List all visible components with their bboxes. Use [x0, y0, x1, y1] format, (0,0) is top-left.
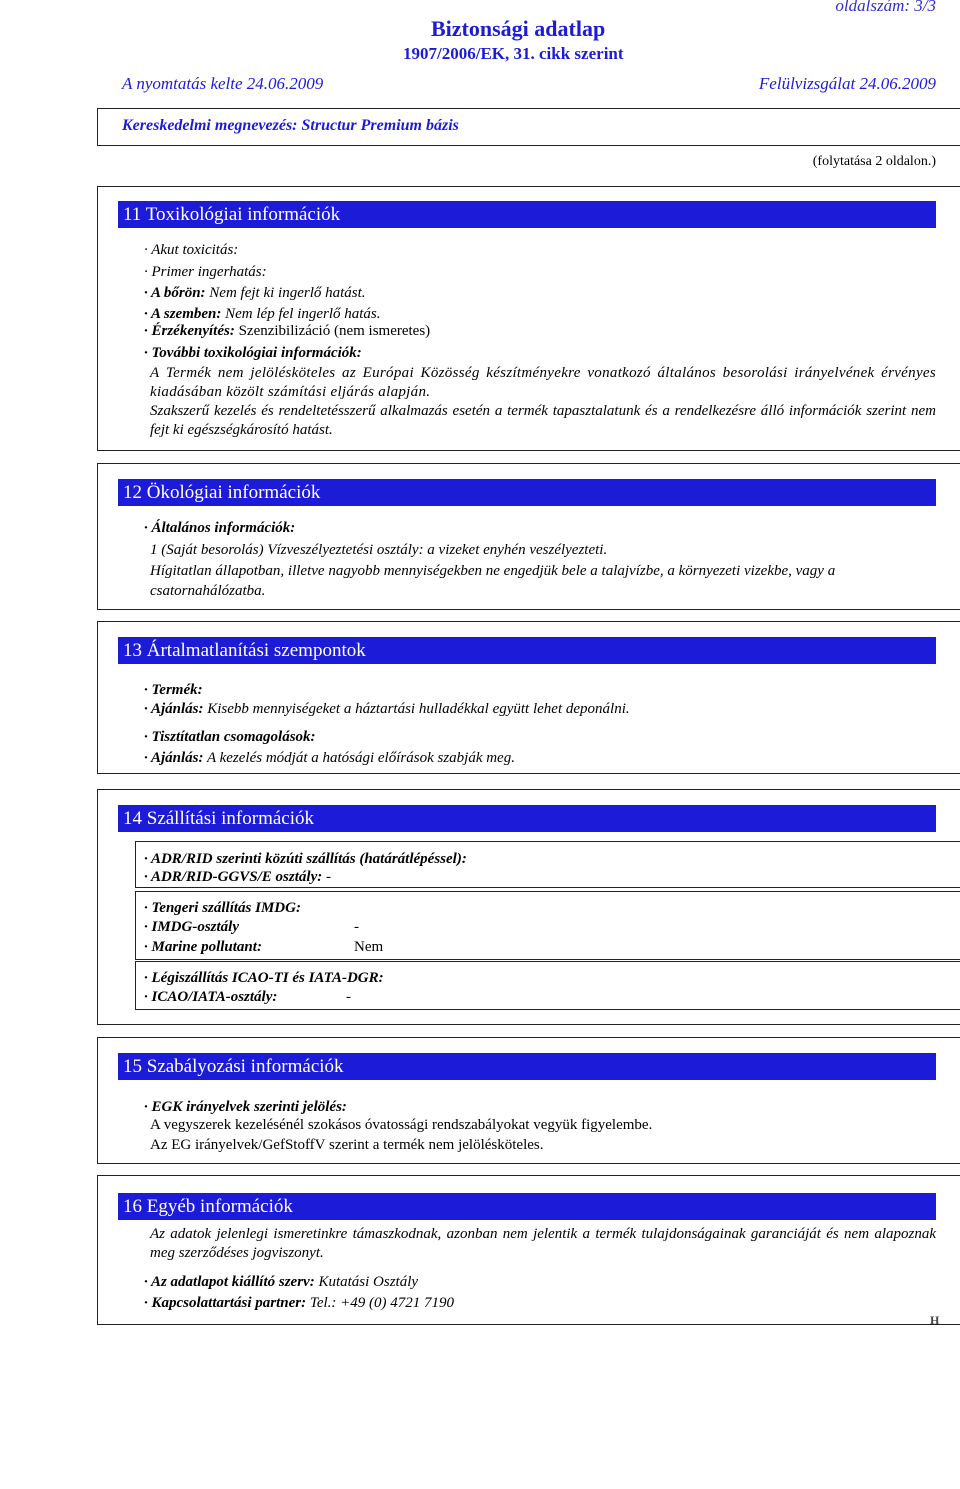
document-title: Biztonsági adatlap	[431, 16, 606, 41]
footer-mark: H	[930, 1313, 940, 1327]
eye-label: · A szemben:	[144, 306, 222, 322]
section-heading: 16 Egyéb információk	[118, 1193, 936, 1220]
section-heading: 11 Toxikológiai információk	[118, 201, 936, 228]
print-date: A nyomtatás kelte 24.06.2009	[122, 74, 324, 93]
marine-pollutant-label: · Marine pollutant:	[144, 939, 262, 955]
recommendation-label: · Ajánlás:	[144, 701, 204, 717]
issuer-label: · Az adatlapot kiállító szerv:	[144, 1274, 315, 1290]
adr-label: · ADR/RID szerinti közúti szállítás (határátlépéssel):	[144, 851, 467, 867]
eco-paragraph-1: 1 (Saját besorolás) Vízveszélyeztetési osztály: a vizeket enyhén veszélyezteti.	[150, 542, 608, 558]
skin-row	[144, 284, 366, 302]
sensitization-row	[144, 322, 430, 340]
egk-line-1: A vegyszerek kezelésénél szokásos óvatossági rendszabályokat vegyük figyelembe.	[150, 1117, 653, 1133]
contact-row	[144, 1294, 454, 1312]
contact-value: Tel.: +49 (0) 4721 7190	[306, 1295, 455, 1311]
page-number: oldalszám: 3/3	[835, 0, 936, 15]
contact-label: · Kapcsolattartási partner:	[144, 1295, 307, 1311]
egk-line-2: Az EG irányelvek/GefStoffV szerint a termék nem jelölésköteles.	[150, 1137, 544, 1153]
tox-paragraph-2: Szakszerű kezelés és rendeltetésszerű alkalmazás esetén a termék tapasztalatunk és a rendelkezésre álló információk szerint nem fejt ki egészségkárosító hatást.	[150, 403, 936, 438]
recommendation-row-2	[144, 749, 515, 767]
section-16	[97, 1175, 960, 1325]
eco-paragraph-2: Hígitatlan állapotban, illetve nagyobb mennyiségekben ne engedjük bele a talajvízbe, a környezeti vizekbe, vagy a csatornahálózatba.	[150, 563, 836, 599]
other-info-paragraph: Az adatok jelenlegi ismeretinkre támaszkodnak, azonban nem jelentik a termék tulajdonságainak garanciáját és nem alapoznak meg szerződéses jogviszonyt.	[150, 1226, 936, 1261]
document-subtitle: 1907/2006/EK, 31. cikk szerint	[403, 44, 624, 63]
section-15	[97, 1037, 960, 1164]
primary-irritation-label: · Primer ingerhatás:	[144, 264, 267, 280]
recommendation-value: Kisebb mennyiségeket a háztartási hulladékkal együtt lehet deponálni.	[203, 701, 630, 717]
air-transport-label: · Légiszállítás ICAO-TI és IATA-DGR:	[144, 970, 384, 986]
section-12	[97, 463, 960, 610]
issuer-value: Kutatási Osztály	[314, 1274, 419, 1290]
further-tox-label: · További toxikológiai információk:	[144, 345, 362, 361]
egk-label: · EGK irányelvek szerinti jelölés:	[144, 1099, 347, 1115]
section-heading: 14 Szállítási információk	[118, 805, 936, 832]
section-heading: 13 Ártalmatlanítási szempontok	[118, 637, 936, 664]
product-label: · Termék:	[144, 682, 203, 698]
sea-transport-label: · Tengeri szállítás IMDG:	[144, 900, 301, 916]
general-info-label: · Általános információk:	[144, 520, 296, 536]
section-heading: 12 Ökológiai információk	[118, 479, 936, 506]
skin-label: · A bőrön:	[144, 285, 206, 301]
adr-class-label: · ADR/RID-GGVS/E osztály:	[144, 869, 323, 885]
acute-toxicity-label: · Akut toxicitás:	[144, 242, 239, 258]
sensitization-value: Szenzibilizáció (nem ismeretes)	[234, 323, 431, 339]
trade-name: Kereskedelmi megnevezés: Structur Premium bázis	[122, 117, 459, 134]
section-13	[97, 621, 960, 774]
icao-class-label: · ICAO/IATA-osztály:	[144, 989, 278, 1005]
section-heading: 15 Szabályozási információk	[118, 1053, 936, 1080]
icao-class-value: -	[346, 989, 351, 1005]
imdg-class-label: · IMDG-osztály	[144, 919, 240, 935]
continuation-note: (folytatása 2 oldalon.)	[812, 154, 936, 169]
recommendation-row-1	[144, 700, 630, 718]
tox-paragraph-1: A Termék nem jelölésköteles az Európai Közösség készítményekre vonatkozó általános besorolási irányelvének érvényes kiadásában közölt számítási eljárás alapján.	[150, 365, 936, 400]
adr-class-value: -	[322, 869, 331, 885]
eye-value: Nem lép fel ingerlő hatás.	[221, 306, 381, 322]
skin-value: Nem fejt ki ingerlő hatást.	[205, 285, 366, 301]
marine-pollutant-value: Nem	[354, 939, 384, 955]
eye-row	[144, 305, 381, 323]
adr-class-row	[144, 868, 331, 886]
recommendation-value: A kezelés módját a hatósági előírások szabják meg.	[203, 750, 515, 766]
issuer-row	[144, 1273, 418, 1291]
section-14	[97, 789, 960, 1025]
packaging-label: · Tisztítatlan csomagolások:	[144, 729, 316, 745]
sensitization-label: · Érzékenyítés:	[144, 323, 235, 339]
revision-date: Felülvizsgálat 24.06.2009	[758, 74, 936, 93]
section-11	[97, 186, 960, 451]
recommendation-label: · Ajánlás:	[144, 750, 204, 766]
imdg-class-value: -	[354, 919, 359, 935]
